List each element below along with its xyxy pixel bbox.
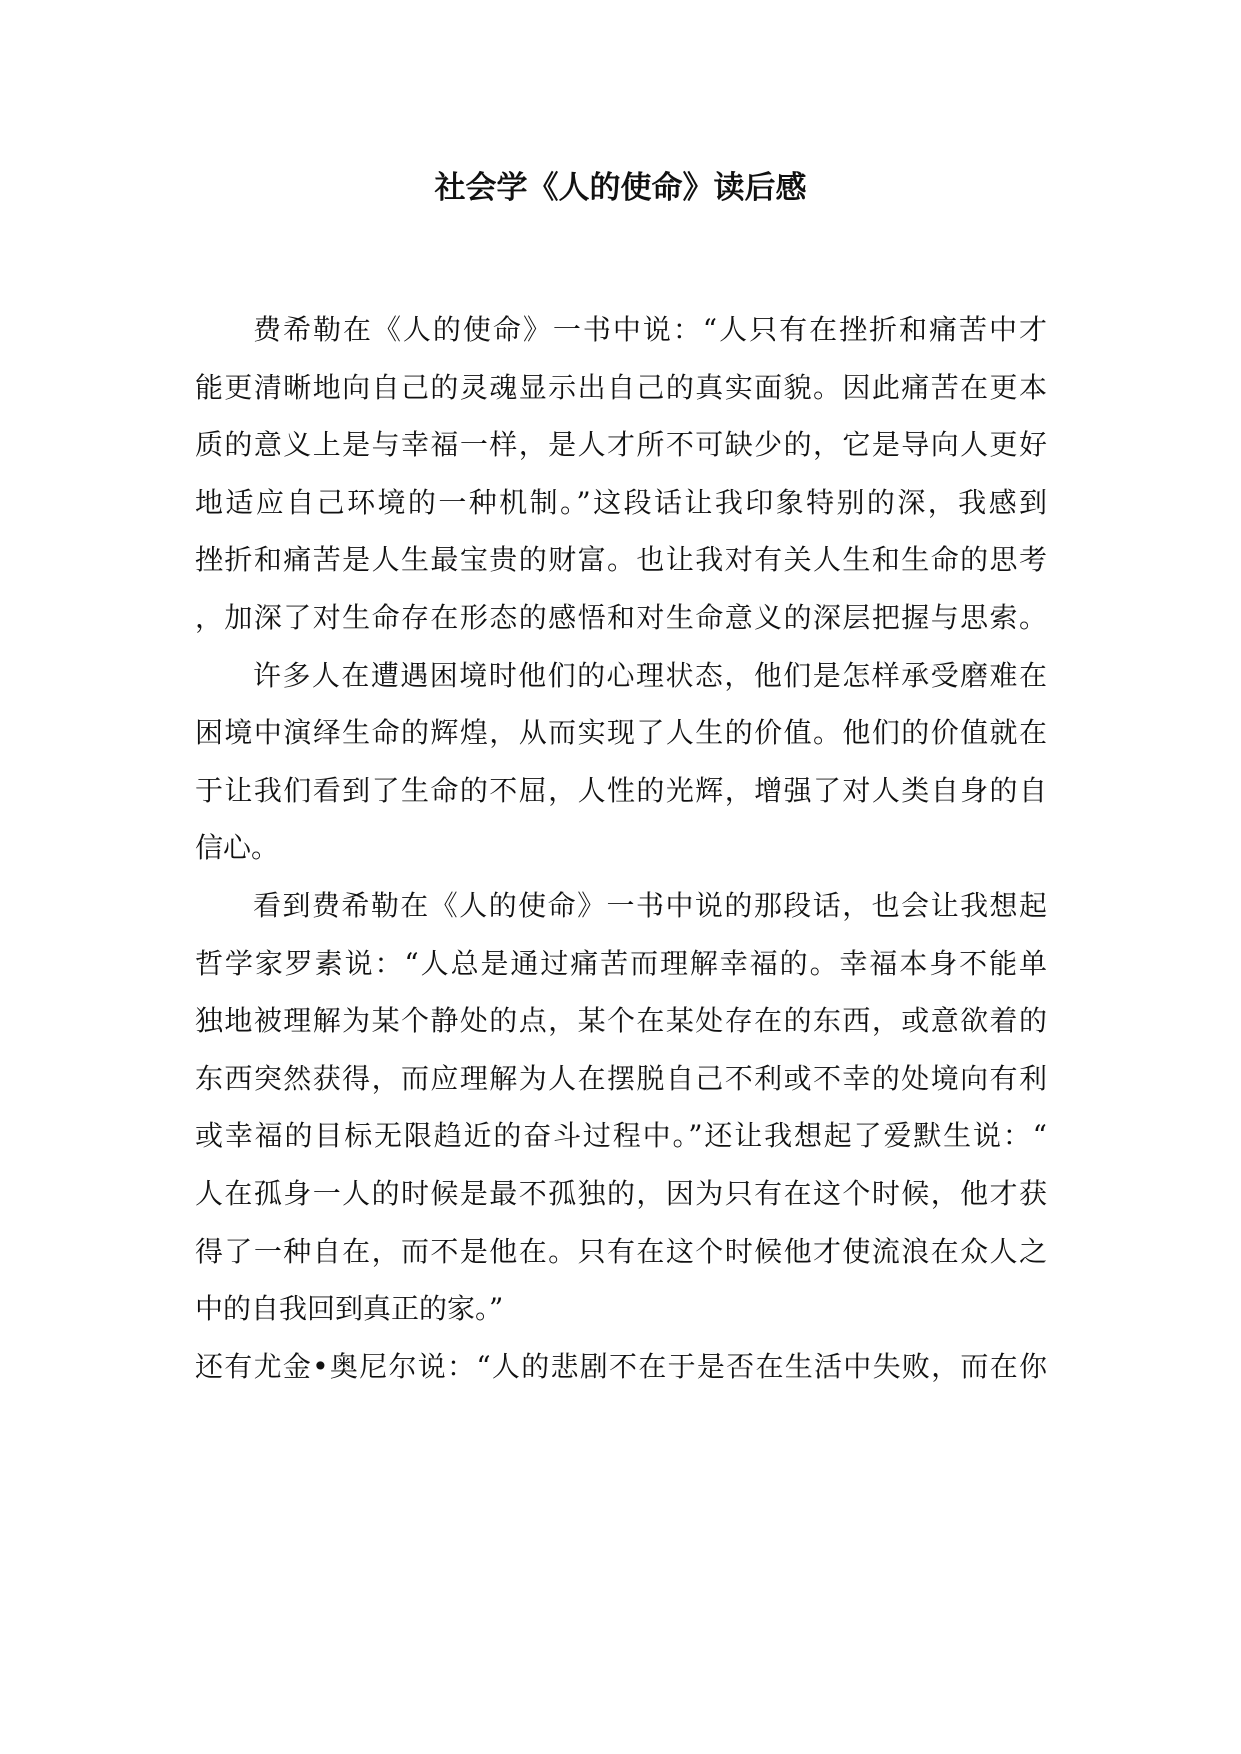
text-line: 中的自我回到真正的家。” [195, 1292, 504, 1326]
text-line: 哲学家罗素说：“人总是通过痛苦而理解幸福的。幸福本身不能单 [195, 946, 1047, 980]
text-line: 或幸福的目标无限趋近的奋斗过程中。”还让我想起了爱默生说：“ [195, 1119, 1047, 1153]
text-line: 还有尤金•奥尼尔说：“人的悲剧不在于是否在生活中失败，而在你 [195, 1349, 1047, 1383]
text-line: 于让我们看到了生命的不屈，人性的光辉，增强了对人类自身的自 [195, 773, 1047, 807]
text-line: 看到费希勒在《人的使命》一书中说的那段话，也会让我想起 [253, 888, 1047, 922]
text-line: 质的意义上是与幸福一样，是人才所不可缺少的，它是导向人更好 [195, 428, 1047, 462]
text-line: 许多人在遭遇困境时他们的心理状态，他们是怎样承受磨难在 [253, 658, 1047, 692]
text-line: 费希勒在《人的使命》一书中说：“人只有在挫折和痛苦中才 [253, 313, 1047, 346]
document-body [195, 301, 1047, 1395]
text-line: 挫折和痛苦是人生最宝贵的财富。也让我对有关人生和生命的思考 [195, 543, 1047, 577]
text-line: 得了一种自在，而不是他在。只有在这个时候他才使流浪在众人之 [195, 1234, 1047, 1268]
text-line: 地适应自己环境的一种机制。”这段话让我印象特别的深，我感到 [195, 485, 1047, 519]
text-line: ，加深了对生命存在形态的感悟和对生命意义的深层把握与思索。 [195, 600, 1047, 634]
text-line: 困境中演绎生命的辉煌，从而实现了人生的价值。他们的价值就在 [195, 716, 1047, 750]
document-title: 社会学《人的使命》读后感 [434, 170, 807, 206]
text-line: 人在孤身一人的时候是最不孤独的，因为只有在这个时候，他才获 [195, 1176, 1047, 1210]
text-line: 独地被理解为某个静处的点，某个在某处存在的东西，或意欲着的 [195, 1004, 1047, 1038]
text-line: 能更清晰地向自己的灵魂显示出自己的真实面貌。因此痛苦在更本 [195, 370, 1047, 404]
text-line: 东西突然获得，而应理解为人在摆脱自己不利或不幸的处境向有利 [195, 1061, 1047, 1095]
text-line: 信心。 [195, 831, 280, 865]
